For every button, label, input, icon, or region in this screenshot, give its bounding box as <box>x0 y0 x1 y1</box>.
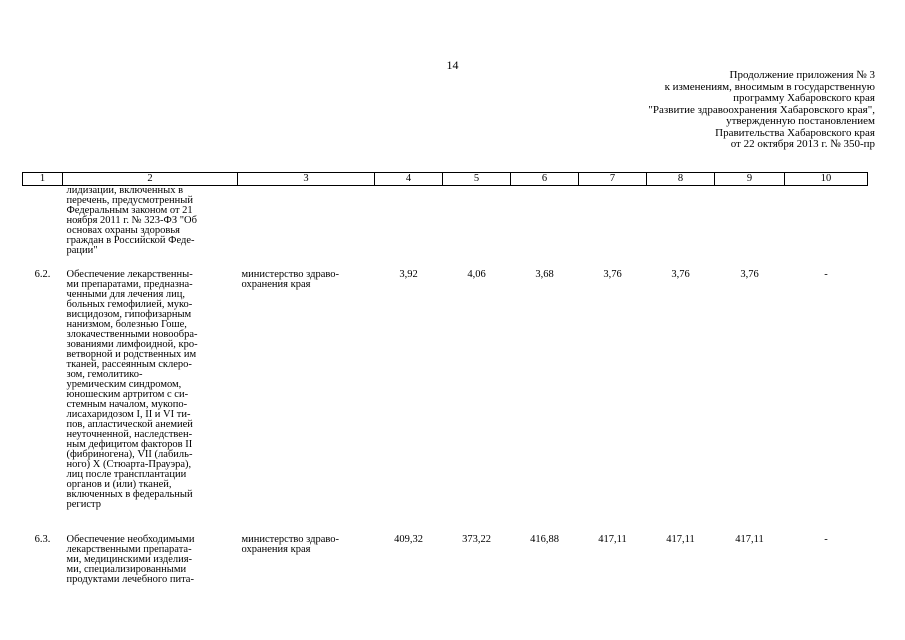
text-line: министерство здраво- <box>241 269 340 280</box>
text-line: злокачественными новообра- <box>66 329 198 340</box>
column-header: 2 <box>63 173 238 186</box>
table-cell: 3,68 <box>535 269 554 280</box>
text-line: неуточненной, наследствен- <box>66 429 193 440</box>
header-line: Правительства Хабаровского края <box>715 126 875 139</box>
column-header: 5 <box>443 173 511 186</box>
text-line: зом, гемолитико- <box>66 369 143 380</box>
header-line: от 22 октября 2013 г. № 350-пр <box>730 138 875 150</box>
text-line: охранения края <box>241 544 311 555</box>
text-line: лекарственными препарата- <box>66 544 192 555</box>
text-line: лисахаридозом I, II и VI ти- <box>66 409 191 420</box>
text-line: органов и (или) тканей, <box>66 479 172 490</box>
table-cell: 4,06 <box>467 269 486 280</box>
table-cell: 3,76 <box>603 269 622 280</box>
text-line: ми, специализированными <box>66 564 187 575</box>
text-line: ченными для лечения лиц, <box>66 289 186 300</box>
table-row <box>23 535 868 585</box>
text-line: ветворной и родственных им <box>66 349 197 360</box>
text-line: ми, медицинскими изделия- <box>66 554 193 565</box>
table-cell: 417,11 <box>598 534 627 545</box>
text-line: министерство здраво- <box>241 534 340 545</box>
row-number: 6.3. <box>34 534 51 545</box>
table-cell: - <box>824 269 828 280</box>
text-line: Обеспечение лекарственны- <box>66 269 193 280</box>
text-line: основах охраны здоровья <box>66 225 180 236</box>
table-cell: 3,76 <box>740 269 759 280</box>
text-line: юношеским артритом с си- <box>66 389 189 400</box>
text-line: больных гемофилией, муко- <box>66 299 193 310</box>
table-cell: 417,11 <box>666 534 695 545</box>
column-header: 3 <box>238 173 375 186</box>
row-description <box>63 270 238 535</box>
text-line: ного) X (Стюарта-Прауэра), <box>66 459 192 470</box>
header-line: "Развитие здравоохранения Хабаровского края", <box>648 103 875 116</box>
text-line: (фибриногена), VII (лабиль- <box>66 449 193 460</box>
row-executor <box>238 270 375 535</box>
column-header: 4 <box>375 173 443 186</box>
column-header: 8 <box>647 173 715 186</box>
text-line: регистр <box>66 499 101 510</box>
text-line: лиц после трансплантации <box>66 469 187 480</box>
text-line: ноября 2011 г. № 323-ФЗ "Об <box>66 215 197 226</box>
text-line: перечень, предусмотренный <box>66 195 193 206</box>
text-line: продуктами лечебного пита- <box>66 574 194 585</box>
text-line: стемным началом, мукопо- <box>66 399 188 410</box>
program-table <box>22 172 868 585</box>
table-cell: - <box>824 534 828 545</box>
text-line: уремическим синдромом, <box>66 379 182 390</box>
column-number-row <box>23 173 868 186</box>
text-line: тканей, рассеянным склеро- <box>66 359 192 370</box>
table-cell: 416,88 <box>530 534 559 545</box>
header-line: к изменениям, вносимым в государственную <box>664 80 875 93</box>
row-number: 6.2. <box>34 269 51 280</box>
text-line: граждан в Российской Феде- <box>66 235 195 246</box>
text-line: лидизации, включенных в <box>66 185 184 196</box>
column-header: 6 <box>511 173 579 186</box>
table-cell: 409,32 <box>394 534 423 545</box>
row-executor <box>238 535 375 585</box>
text-line: рации" <box>66 245 98 256</box>
text-line: пов, апластической анемией <box>66 419 193 430</box>
text-line: нанизмом, болезнью Гоше, <box>66 319 187 330</box>
text-line: Обеспечение необходимыми <box>66 534 195 545</box>
row-description <box>63 535 238 585</box>
text-line: включенных в федеральный <box>66 489 193 500</box>
column-header: 1 <box>23 173 63 186</box>
continuation-text <box>63 186 238 271</box>
text-line: ми препаратами, предназна- <box>66 279 193 290</box>
table-row <box>23 186 868 271</box>
header-line: Продолжение приложения № 3 <box>729 69 875 81</box>
text-line: ным дефицитом факторов II <box>66 439 193 450</box>
table-cell: 373,22 <box>462 534 491 545</box>
table-cell: 3,92 <box>399 269 418 280</box>
table-cell: 3,76 <box>671 269 690 280</box>
text-line: висцидозом, гипофизарным <box>66 309 192 320</box>
page-number: 14 <box>446 58 459 72</box>
header-line: утвержденную постановлением <box>726 115 875 127</box>
header-line: программу Хабаровского края <box>733 92 875 104</box>
table-row <box>23 270 868 535</box>
column-header: 10 <box>785 173 868 186</box>
text-line: зованиями лимфоидной, кро- <box>66 339 198 350</box>
text-line: охранения края <box>241 279 311 290</box>
table-cell: 417,11 <box>735 534 764 545</box>
appendix-header <box>575 70 875 151</box>
column-header: 9 <box>715 173 785 186</box>
column-header: 7 <box>579 173 647 186</box>
text-line: Федеральным законом от 21 <box>66 205 193 216</box>
